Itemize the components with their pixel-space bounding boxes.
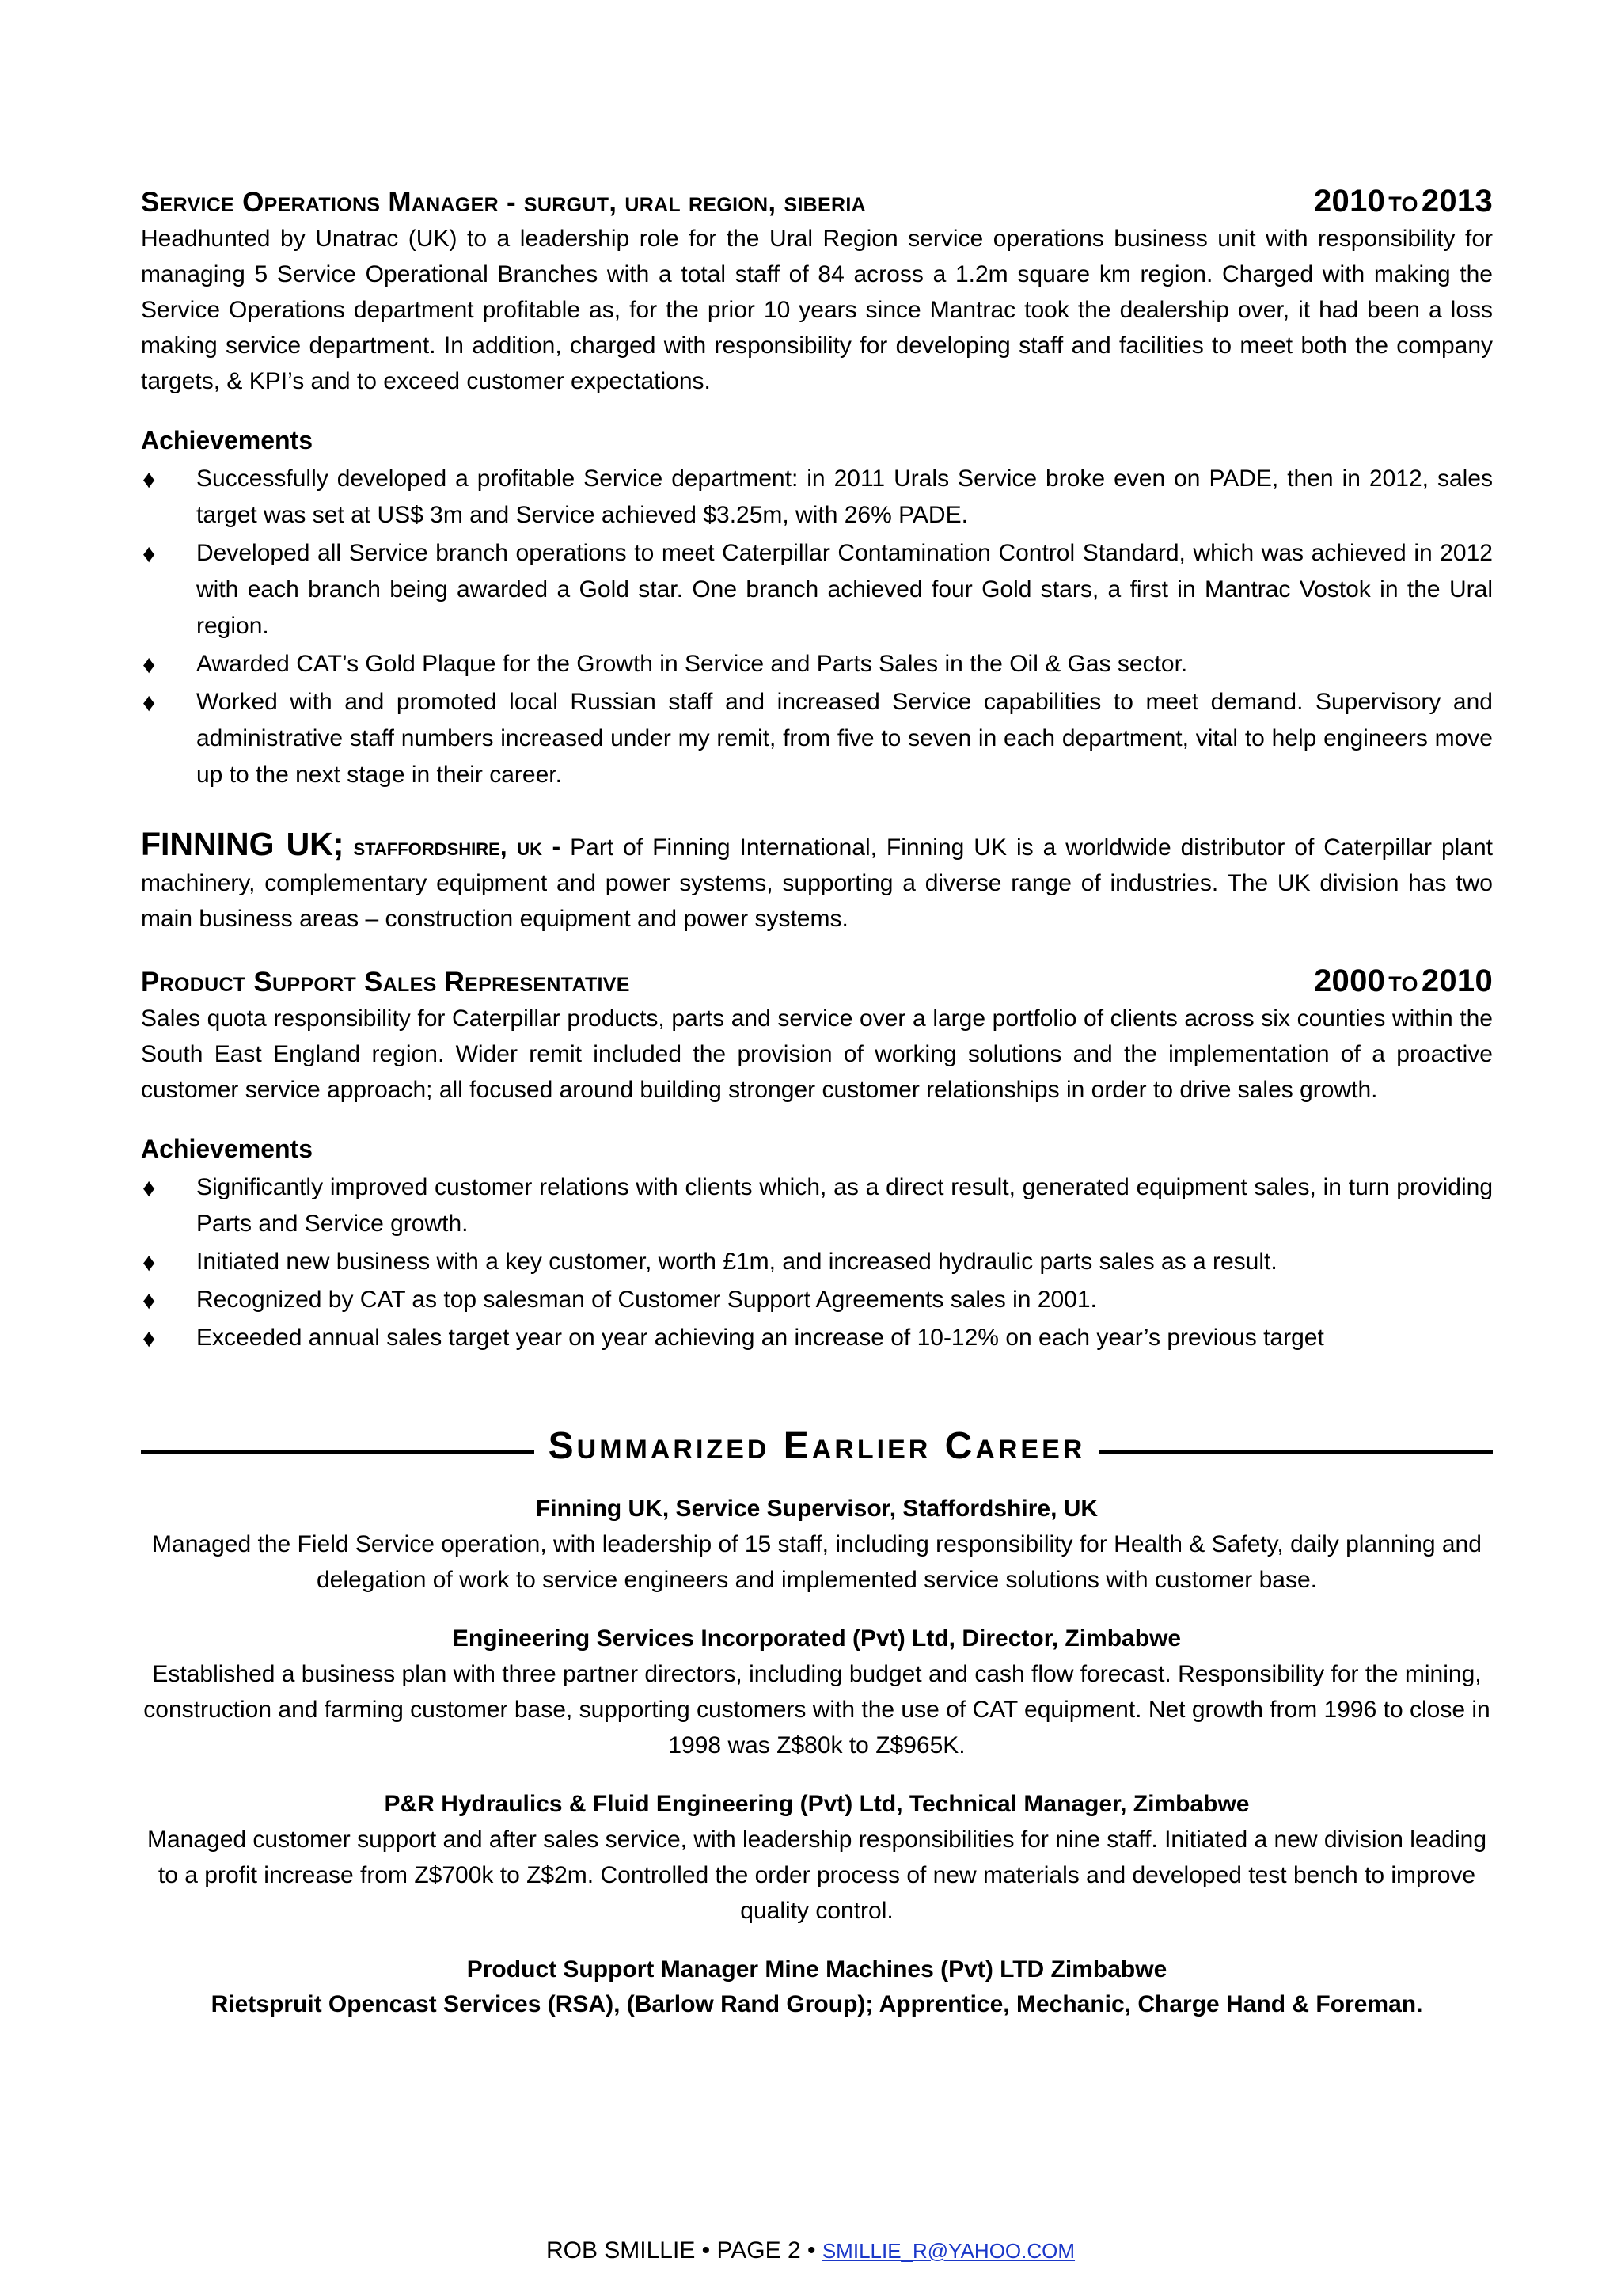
date-to-word: TO: [1388, 972, 1418, 996]
divider-right: [1099, 1450, 1493, 1454]
earlier-entry: [141, 1621, 1493, 1763]
list-item: [141, 461, 1493, 534]
diamond-bullet-icon: ♦: [142, 1173, 156, 1202]
achievement-text: Initiated new business with a key customer, worth £1m, and increased hydraulic parts sales as a result.: [196, 1249, 1277, 1275]
date-to: 2010: [1421, 964, 1493, 998]
role-header: [141, 964, 1493, 999]
achievement-text: Significantly improved customer relations with clients which, as a direct result, generated equipment sales, in turn providing Parts and Service growth.: [196, 1174, 1493, 1237]
list-item: [141, 535, 1493, 644]
diamond-bullet-icon: ♦: [142, 688, 156, 717]
diamond-bullet-icon: ♦: [142, 1248, 156, 1276]
achievement-text: Worked with and promoted local Russian staff and increased Service capabilities to meet demand. Supervisory and administrative staff numbers increased under my remit, from five to seven in each department, vital to help engineers move up to the next stage in their career.: [196, 689, 1493, 788]
diamond-bullet-icon: ♦: [142, 1324, 156, 1352]
achievements-list: [141, 461, 1493, 793]
role-title: Service Operations Manager - surgut, ural region, siberia: [141, 187, 866, 218]
diamond-bullet-icon: ♦: [142, 650, 156, 679]
footer-text: ROB SMILLIE • PAGE 2 •: [545, 2237, 816, 2264]
achievement-text: Awarded CAT’s Gold Plaque for the Growth in Service and Parts Sales in the Oil & Gas sector.: [196, 651, 1188, 677]
date-to-word: TO: [1388, 192, 1418, 216]
achievement-text: Exceeded annual sales target year on year achieving an increase of 10-12% on each year’s previous target: [196, 1325, 1324, 1351]
role-dates: [1314, 964, 1493, 999]
role-title: Product Support Sales Representative: [141, 967, 630, 998]
date-from: 2010: [1314, 184, 1386, 219]
company-location: staffordshire, uk -: [353, 832, 561, 861]
list-item: [141, 1169, 1493, 1242]
earlier-entry-body: Managed the Field Service operation, with leadership of 15 staff, including responsibility for Health & Safety, daily planning and delegation of work to service engineers and implemented service solutions with customer base.: [152, 1531, 1482, 1593]
earlier-entry-final: [141, 1952, 1493, 2022]
diamond-bullet-icon: ♦: [142, 539, 156, 568]
achievement-text: Developed all Service branch operations to meet Caterpillar Contamination Control Standard, which was achieved in 2012 with each branch being awarded a Gold star. One branch achieved four Gold stars, a first in Mantrac Vostok in the Ural region.: [196, 540, 1493, 639]
earlier-entry: [141, 1787, 1493, 1929]
earlier-entry-body: Managed customer support and after sales service, with leadership responsibilities for nine staff. Initiated a new division leading to a profit increase from Z$700k to Z$2m. Controlled the order process of new materials and developed test bench to improve quality control.: [146, 1827, 1487, 1924]
achievements-list: [141, 1169, 1493, 1356]
resume-page: [141, 184, 1493, 2046]
role-header: [141, 184, 1493, 219]
earlier-entry: [141, 1492, 1493, 1598]
date-from: 2000: [1314, 964, 1386, 998]
achievement-text: Successfully developed a profitable Service department: in 2011 Urals Service broke even on PADE, then in 2012, sales target was set at US$ 3m and Service achieved $3.25m, with 26% PADE.: [196, 466, 1493, 528]
earlier-entry-body: Established a business plan with three partner directors, including budget and cash flow forecast. Responsibility for the mining, construction and farming customer base, supporting customers with the use of CAT equipment. Net growth from 1996 to close in 1998 was Z$80k to Z$965K.: [143, 1661, 1490, 1758]
earlier-final-line: Product Support Manager Mine Machines (Pvt) LTD Zimbabwe: [466, 1956, 1167, 1982]
diamond-bullet-icon: ♦: [142, 1286, 156, 1314]
company-description: Part of Finning International, Finning UK is a worldwide distributor of Caterpillar plant machinery, complementary equipment and power systems, supporting a diverse range of industries. The UK division has two main business areas – construction equipment and power systems.: [141, 834, 1494, 932]
diamond-bullet-icon: ♦: [142, 465, 156, 493]
achievements-heading: Achievements: [141, 1135, 313, 1163]
role-dates: [1314, 184, 1493, 219]
date-to: 2013: [1421, 184, 1493, 219]
list-item: [141, 1244, 1493, 1280]
divider-left: [141, 1450, 534, 1454]
company-name: FINNING UK;: [141, 826, 344, 862]
earlier-final-line: Rietspruit Opencast Services (RSA), (Barlow Rand Group); Apprentice, Mechanic, Charge Hand & Foreman.: [211, 1991, 1423, 2017]
list-item: [141, 646, 1493, 682]
role-description: Sales quota responsibility for Caterpillar products, parts and service over a large portfolio of clients across six counties within the South East England region. Wider remit included the provision of working solutions and the implementation of a proactive customer service approach; all focused around building stronger customer relationships in order to drive sales growth.: [141, 1005, 1493, 1103]
list-item: [141, 1320, 1493, 1356]
company-intro: [141, 827, 1493, 937]
list-item: [141, 684, 1493, 793]
achievements-heading: Achievements: [141, 426, 313, 454]
section-title: [141, 1424, 1493, 1468]
earlier-entry-heading: Engineering Services Incorporated (Pvt) Ltd, Director, Zimbabwe: [452, 1625, 1182, 1652]
earlier-entry-heading: Finning UK, Service Supervisor, Staffordshire, UK: [535, 1496, 1099, 1522]
email-link[interactable]: SMILLIE_R@YAHOO.COM: [822, 2239, 1076, 2263]
role-description: Headhunted by Unatrac (UK) to a leadership role for the Ural Region service operations business unit with responsibility for managing 5 Service Operational Branches with a total staff of 84 across a 1.2m square km region. Charged with making the Service Operations department profitable as, for the prior 10 years since Mantrac took the dealership over, it had been a loss making service department. In addition, charged with responsibility for developing staff and facilities to meet both the company targets, & KPI’s and to exceed customer expectations.: [141, 226, 1493, 394]
earlier-entry-heading: P&R Hydraulics & Fluid Engineering (Pvt) Ltd, Technical Manager, Zimbabwe: [384, 1791, 1250, 1817]
page-footer: [0, 2237, 1621, 2264]
earlier-career: [141, 1492, 1493, 2022]
list-item: [141, 1282, 1493, 1318]
achievement-text: Recognized by CAT as top salesman of Customer Support Agreements sales in 2001.: [196, 1287, 1097, 1313]
section-title-text: Summarized Earlier Career: [548, 1425, 1086, 1467]
